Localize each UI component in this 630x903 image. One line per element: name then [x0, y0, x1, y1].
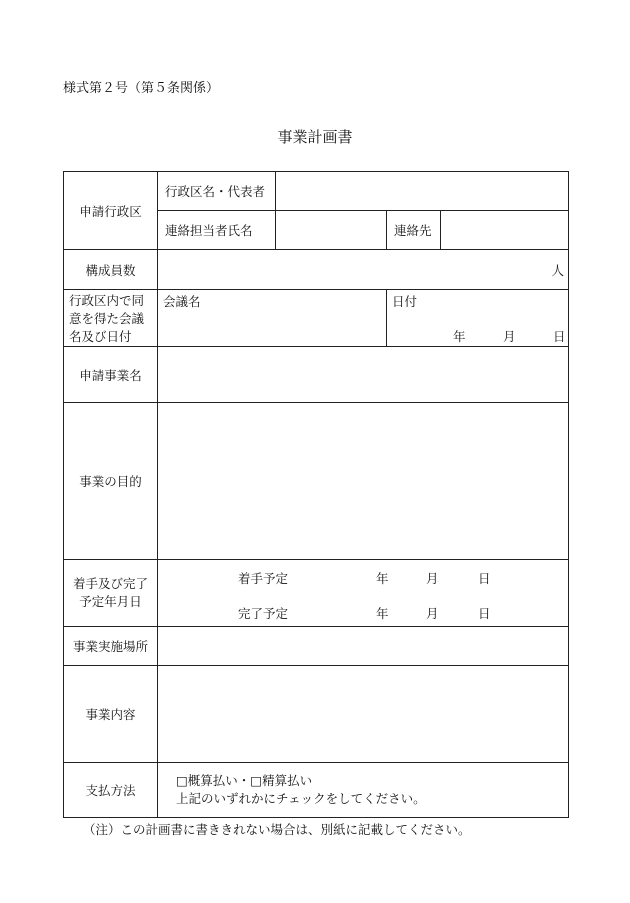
- schedule-label: [64, 560, 158, 627]
- form-number: 様式第２号（第５条関係）: [63, 81, 220, 96]
- payment-options[interactable]: □概算払い・□精算払い: [176, 772, 313, 788]
- purpose-row: [64, 403, 569, 560]
- meeting-day: 日: [553, 329, 566, 344]
- end-year: 年: [376, 606, 389, 622]
- schedule-label-line-2: 予定年月日: [79, 594, 142, 610]
- applicant-row-1: [64, 172, 569, 211]
- content-label: 事業内容: [64, 666, 158, 763]
- purpose-label: 事業の目的: [64, 403, 158, 560]
- payment-label: 支払方法: [64, 763, 158, 818]
- schedule-row: [64, 560, 569, 627]
- schedule-field[interactable]: [158, 560, 569, 627]
- end-label: 完了予定: [238, 606, 289, 622]
- payment-field[interactable]: [158, 763, 569, 818]
- meeting-month: 月: [503, 329, 516, 344]
- location-label: 事業実施場所: [64, 627, 158, 666]
- start-label: 着手予定: [238, 571, 289, 587]
- meeting-label-line-2: 意を得た会議: [69, 311, 145, 327]
- meeting-date-field[interactable]: [387, 290, 569, 347]
- start-day: 日: [478, 571, 491, 587]
- contact-person-field[interactable]: [276, 211, 387, 250]
- name-rep-field[interactable]: [276, 172, 569, 211]
- contact-label: 連絡先: [387, 211, 441, 250]
- contact-field[interactable]: [441, 211, 569, 250]
- meeting-row: [64, 290, 569, 347]
- project-name-field[interactable]: [158, 347, 569, 403]
- payment-instruction: 上記のいずれかにチェックをしてください。: [176, 791, 426, 807]
- meeting-label: [64, 290, 158, 347]
- meeting-label-line-3: 名及び日付: [69, 329, 132, 345]
- project-name-row: [64, 347, 569, 403]
- applicant-label: 申請行政区: [64, 172, 158, 250]
- members-unit: 人: [551, 262, 565, 278]
- end-month: 月: [426, 606, 439, 622]
- name-rep-label: 行政区名・代表者: [158, 172, 276, 211]
- location-row: [64, 627, 569, 666]
- members-label: 構成員数: [64, 250, 158, 290]
- contact-person-label: 連絡担当者氏名: [158, 211, 276, 250]
- meeting-name-field[interactable]: [158, 290, 387, 347]
- schedule-label-line-1: 着手及び完了: [72, 576, 148, 592]
- meeting-date-label: 日付: [392, 294, 418, 309]
- meeting-name-label: 会議名: [163, 294, 201, 309]
- content-row: [64, 666, 569, 763]
- meeting-year: 年: [453, 329, 466, 344]
- location-field[interactable]: [158, 627, 569, 666]
- purpose-field[interactable]: [158, 403, 569, 560]
- members-row: [64, 250, 569, 290]
- members-field[interactable]: [158, 250, 569, 290]
- footnote: （注）この計画書に書ききれない場合は、別紙に記載してください。: [83, 822, 471, 837]
- content-field[interactable]: [158, 666, 569, 763]
- project-plan-form: [63, 171, 569, 818]
- start-year: 年: [376, 571, 389, 587]
- payment-row: [64, 763, 569, 818]
- meeting-label-line-1: 行政区内で同: [69, 293, 145, 308]
- document-title: 事業計画書: [277, 128, 353, 146]
- project-name-label: 申請事業名: [64, 347, 158, 403]
- end-day: 日: [478, 606, 491, 622]
- start-month: 月: [426, 571, 439, 587]
